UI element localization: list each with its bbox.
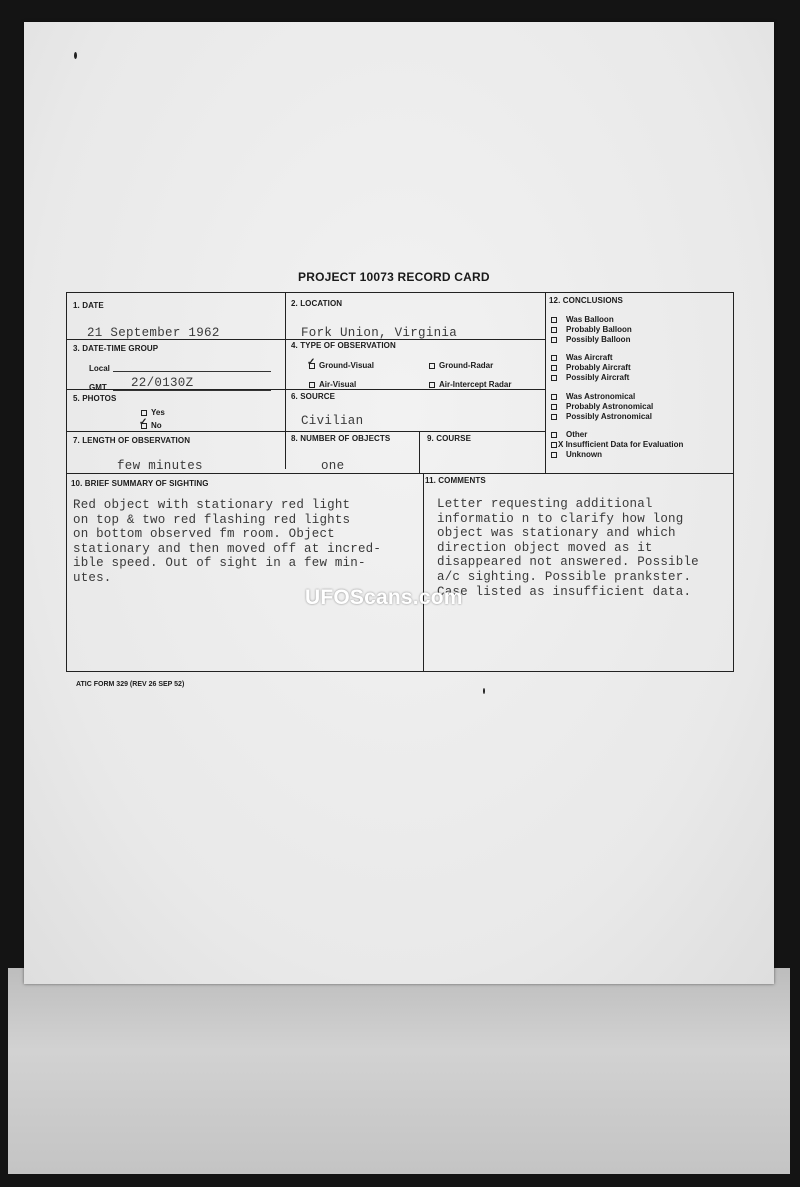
dust-speck (74, 52, 77, 59)
conclusion-probably-balloon: Probably Balloon (551, 325, 632, 334)
photos-yes-option: Yes (141, 408, 165, 417)
checkbox-icon (551, 355, 557, 361)
conclusion-possibly-aircraft: Possibly Aircraft (551, 373, 629, 382)
conclusion-was-balloon: Was Balloon (551, 315, 614, 324)
gmt-label: GMT (89, 383, 107, 392)
conclusion-other: Other (551, 430, 587, 439)
date-value: 21 September 1962 (87, 326, 220, 340)
checkbox-icon (551, 394, 557, 400)
number-of-objects-label: 8. NUMBER OF OBJECTS (291, 434, 391, 443)
form-number: ATIC FORM 329 (REV 26 SEP 52) (76, 681, 185, 688)
checkbox-icon (429, 382, 435, 388)
record-card (66, 292, 734, 672)
length-label: 7. LENGTH OF OBSERVATION (73, 436, 191, 445)
conclusions-label: 12. CONCLUSIONS (549, 296, 623, 305)
gmt-value: 22/0130Z (131, 376, 194, 390)
checkbox-icon (429, 363, 435, 369)
watermark: UFOScans.com (305, 586, 463, 609)
conclusions-list (551, 313, 733, 473)
number-of-objects-value: one (321, 459, 345, 473)
source-value: Civilian (301, 414, 364, 428)
checkbox-icon (551, 452, 557, 458)
ground-visual-option: Ground-Visual (309, 361, 374, 370)
date-label: 1. DATE (73, 301, 104, 310)
checkbox-icon (551, 337, 557, 343)
conclusion-insufficient-data: X Insufficient Data for Evaluation (551, 440, 683, 449)
conclusion-possibly-astronomical: Possibly Astronomical (551, 412, 652, 421)
checkbox-icon (551, 442, 557, 448)
checkbox-icon (551, 327, 557, 333)
conclusion-was-aircraft: Was Aircraft (551, 353, 613, 362)
gmt-underline (113, 390, 271, 391)
checkbox-icon (551, 414, 557, 420)
conclusion-was-astronomical: Was Astronomical (551, 392, 635, 401)
location-label: 2. LOCATION (291, 299, 343, 308)
ground-radar-option: Ground-Radar (429, 361, 493, 370)
length-value: few minutes (117, 459, 203, 473)
air-visual-option: Air-Visual (309, 380, 356, 389)
checkbox-icon (309, 382, 315, 388)
checkbox-icon (551, 375, 557, 381)
location-value: Fork Union, Virginia (301, 326, 458, 340)
conclusion-possibly-balloon: Possibly Balloon (551, 335, 630, 344)
checkbox-icon (141, 410, 147, 416)
source-label: 6. SOURCE (291, 392, 336, 401)
summary-label: 10. BRIEF SUMMARY OF SIGHTING (71, 479, 209, 488)
checkbox-icon (551, 317, 557, 323)
date-time-group-label: 3. DATE-TIME GROUP (73, 344, 159, 353)
check-mark-icon: ✓ (307, 357, 316, 368)
dust-speck (483, 688, 485, 694)
lower-sheet (8, 968, 790, 1174)
course-label: 9. COURSE (427, 434, 472, 443)
checkbox-icon (551, 404, 557, 410)
observation-type-label: 4. TYPE OF OBSERVATION (291, 341, 396, 350)
conclusion-probably-aircraft: Probably Aircraft (551, 363, 631, 372)
summary-text: Red object with stationary red light on top & two red flashing red lights on bottom observed fm room. Object stationary and then moved off at incred- ible speed. Out of sight in a few min- utes. (73, 498, 382, 585)
checkbox-icon (551, 432, 557, 438)
comments-text: Letter requesting additional informatio n to clarify how long object was stationary and which direction object moved as it disappeared not answered. Possible a/c sighting. Possible prankster. Case listed as insufficient data. (437, 497, 699, 599)
air-intercept-radar-option: Air-Intercept Radar (429, 380, 511, 389)
conclusion-unknown: Unknown (551, 450, 602, 459)
check-mark-x: X (558, 440, 564, 449)
check-mark-icon: ✓ (139, 417, 148, 428)
local-underline (113, 371, 271, 372)
conclusion-probably-astronomical: Probably Astronomical (551, 402, 653, 411)
local-label: Local (89, 364, 110, 373)
comments-label: 11. COMMENTS (425, 476, 486, 485)
photos-label: 5. PHOTOS (73, 394, 117, 403)
card-title: PROJECT 10073 RECORD CARD (298, 270, 490, 284)
photos-no-option: No (141, 421, 162, 430)
checkbox-icon (551, 365, 557, 371)
